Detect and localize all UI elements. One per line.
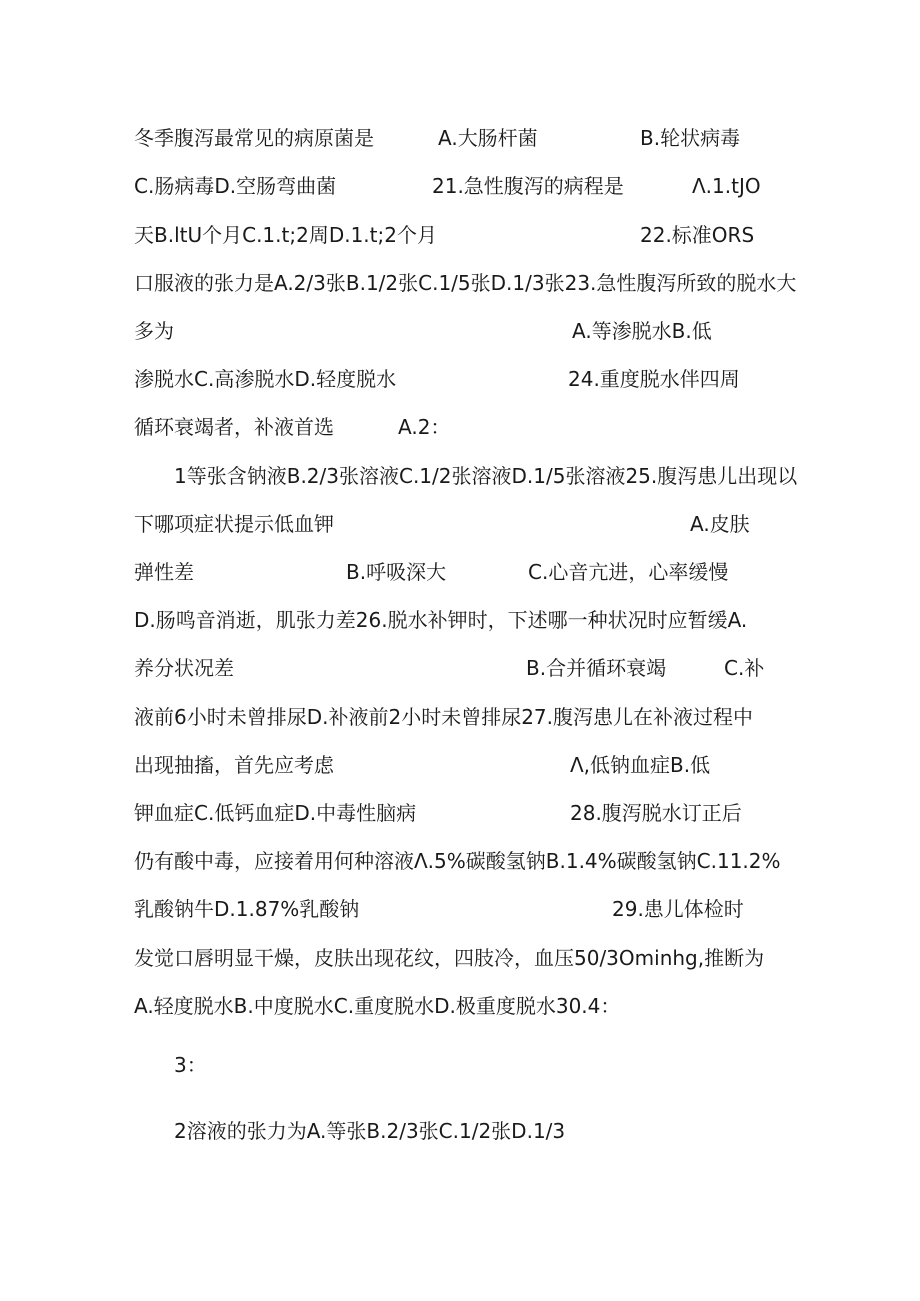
text-segment: 28.腹泻脱水订正后 <box>570 801 742 825</box>
text-line <box>134 748 794 782</box>
text-segment: 乳酸钠牛D.1.87%乳酸钠 <box>134 897 360 921</box>
text-line <box>134 121 794 155</box>
text-segment: 24.重度脱水伴四周 <box>568 367 740 391</box>
text-segment: A.等渗脱水B.低 <box>572 319 712 343</box>
text-line <box>134 844 794 878</box>
text-line <box>134 169 794 203</box>
text-segment: Λ,低钠血症B.低 <box>570 753 711 777</box>
text-line <box>134 459 798 493</box>
text-line <box>134 892 794 926</box>
text-segment: C.肠病毒D.空肠弯曲菌 <box>134 174 337 198</box>
text-segment: 液前6小时未曾排尿D.补液前2小时未曾排尿27.腹泻患儿在补液过程中 <box>134 705 754 729</box>
text-line <box>134 603 794 637</box>
text-segment: 21.急性腹泻的病程是 <box>432 174 624 198</box>
text-segment: 下哪项症状提示低血钾 <box>134 512 334 536</box>
text-segment: 22.标准ORS <box>640 223 755 247</box>
text-segment: C.心音亢进，心率缓慢 <box>528 560 729 584</box>
text-line <box>134 362 794 396</box>
text-line <box>134 314 794 348</box>
text-segment: 循环衰竭者，补液首选 <box>134 415 334 439</box>
text-line <box>134 796 794 830</box>
text-segment: 口服液的张力是A.2/3张B.1/2张C.1/5张D.1/3张23.急性腹泻所致的脱水大 <box>134 271 797 295</box>
text-line <box>134 218 794 252</box>
text-line <box>134 651 794 685</box>
text-segment: 3： <box>174 1053 207 1077</box>
text-line <box>134 989 794 1023</box>
text-segment: A.轻度脱水B.中度脱水C.重度脱水D.极重度脱水30.4： <box>134 994 621 1018</box>
text-line <box>134 941 794 975</box>
text-segment: A.大肠杆菌 <box>438 126 538 150</box>
text-segment: 29.患儿体检时 <box>612 897 744 921</box>
text-line <box>134 507 794 541</box>
text-segment: 仍有酸中毒，应接着用何种溶液Λ.5%碳酸氢钠B.1.4%碳酸氢钠C.11.2% <box>134 849 781 873</box>
text-segment: 养分状况差 <box>134 656 234 680</box>
text-line <box>134 266 797 300</box>
text-segment: A.2： <box>398 415 451 439</box>
text-segment: A.皮肤 <box>690 512 750 536</box>
text-segment: D.肠鸣音消逝，肌张力差26.脱水补钾时，下述哪一种状况时应暂缓A. <box>134 608 748 632</box>
text-segment: 出现抽搐，首先应考虑 <box>134 753 334 777</box>
text-segment: 多为 <box>134 319 174 343</box>
text-line <box>134 555 794 589</box>
text-segment: Λ.1.tJO <box>692 174 761 198</box>
text-segment: 弹性差 <box>134 560 194 584</box>
text-segment: B.轮状病毒 <box>640 126 741 150</box>
text-line <box>134 1114 794 1148</box>
text-line <box>134 410 794 444</box>
text-segment: 冬季腹泻最常见的病原菌是 <box>134 126 374 150</box>
text-line <box>134 1048 794 1082</box>
text-segment: 1等张含钠液B.2/3张溶液C.1/2张溶液D.1/5张溶液25.腹泻患儿出现以 <box>174 464 798 488</box>
text-segment: 天B.ltU个月C.1.t;2周D.1.t;2个月 <box>134 223 437 247</box>
text-segment: 钾血症C.低钙血症D.中毒性脑病 <box>134 801 417 825</box>
text-segment: 2溶液的张力为A.等张B.2/3张C.1/2张D.1/3 <box>174 1119 566 1143</box>
text-segment: C.补 <box>724 656 765 680</box>
text-segment: B.合并循环衰竭 <box>526 656 667 680</box>
text-segment: B.呼吸深大 <box>346 560 447 584</box>
text-line <box>134 700 794 734</box>
text-segment: 发觉口唇明显干燥，皮肤出现花纹，四肢冷，血压50/3Ominhg,推断为 <box>134 946 765 970</box>
text-segment: 渗脱水C.高渗脱水D.轻度脱水 <box>134 367 397 391</box>
